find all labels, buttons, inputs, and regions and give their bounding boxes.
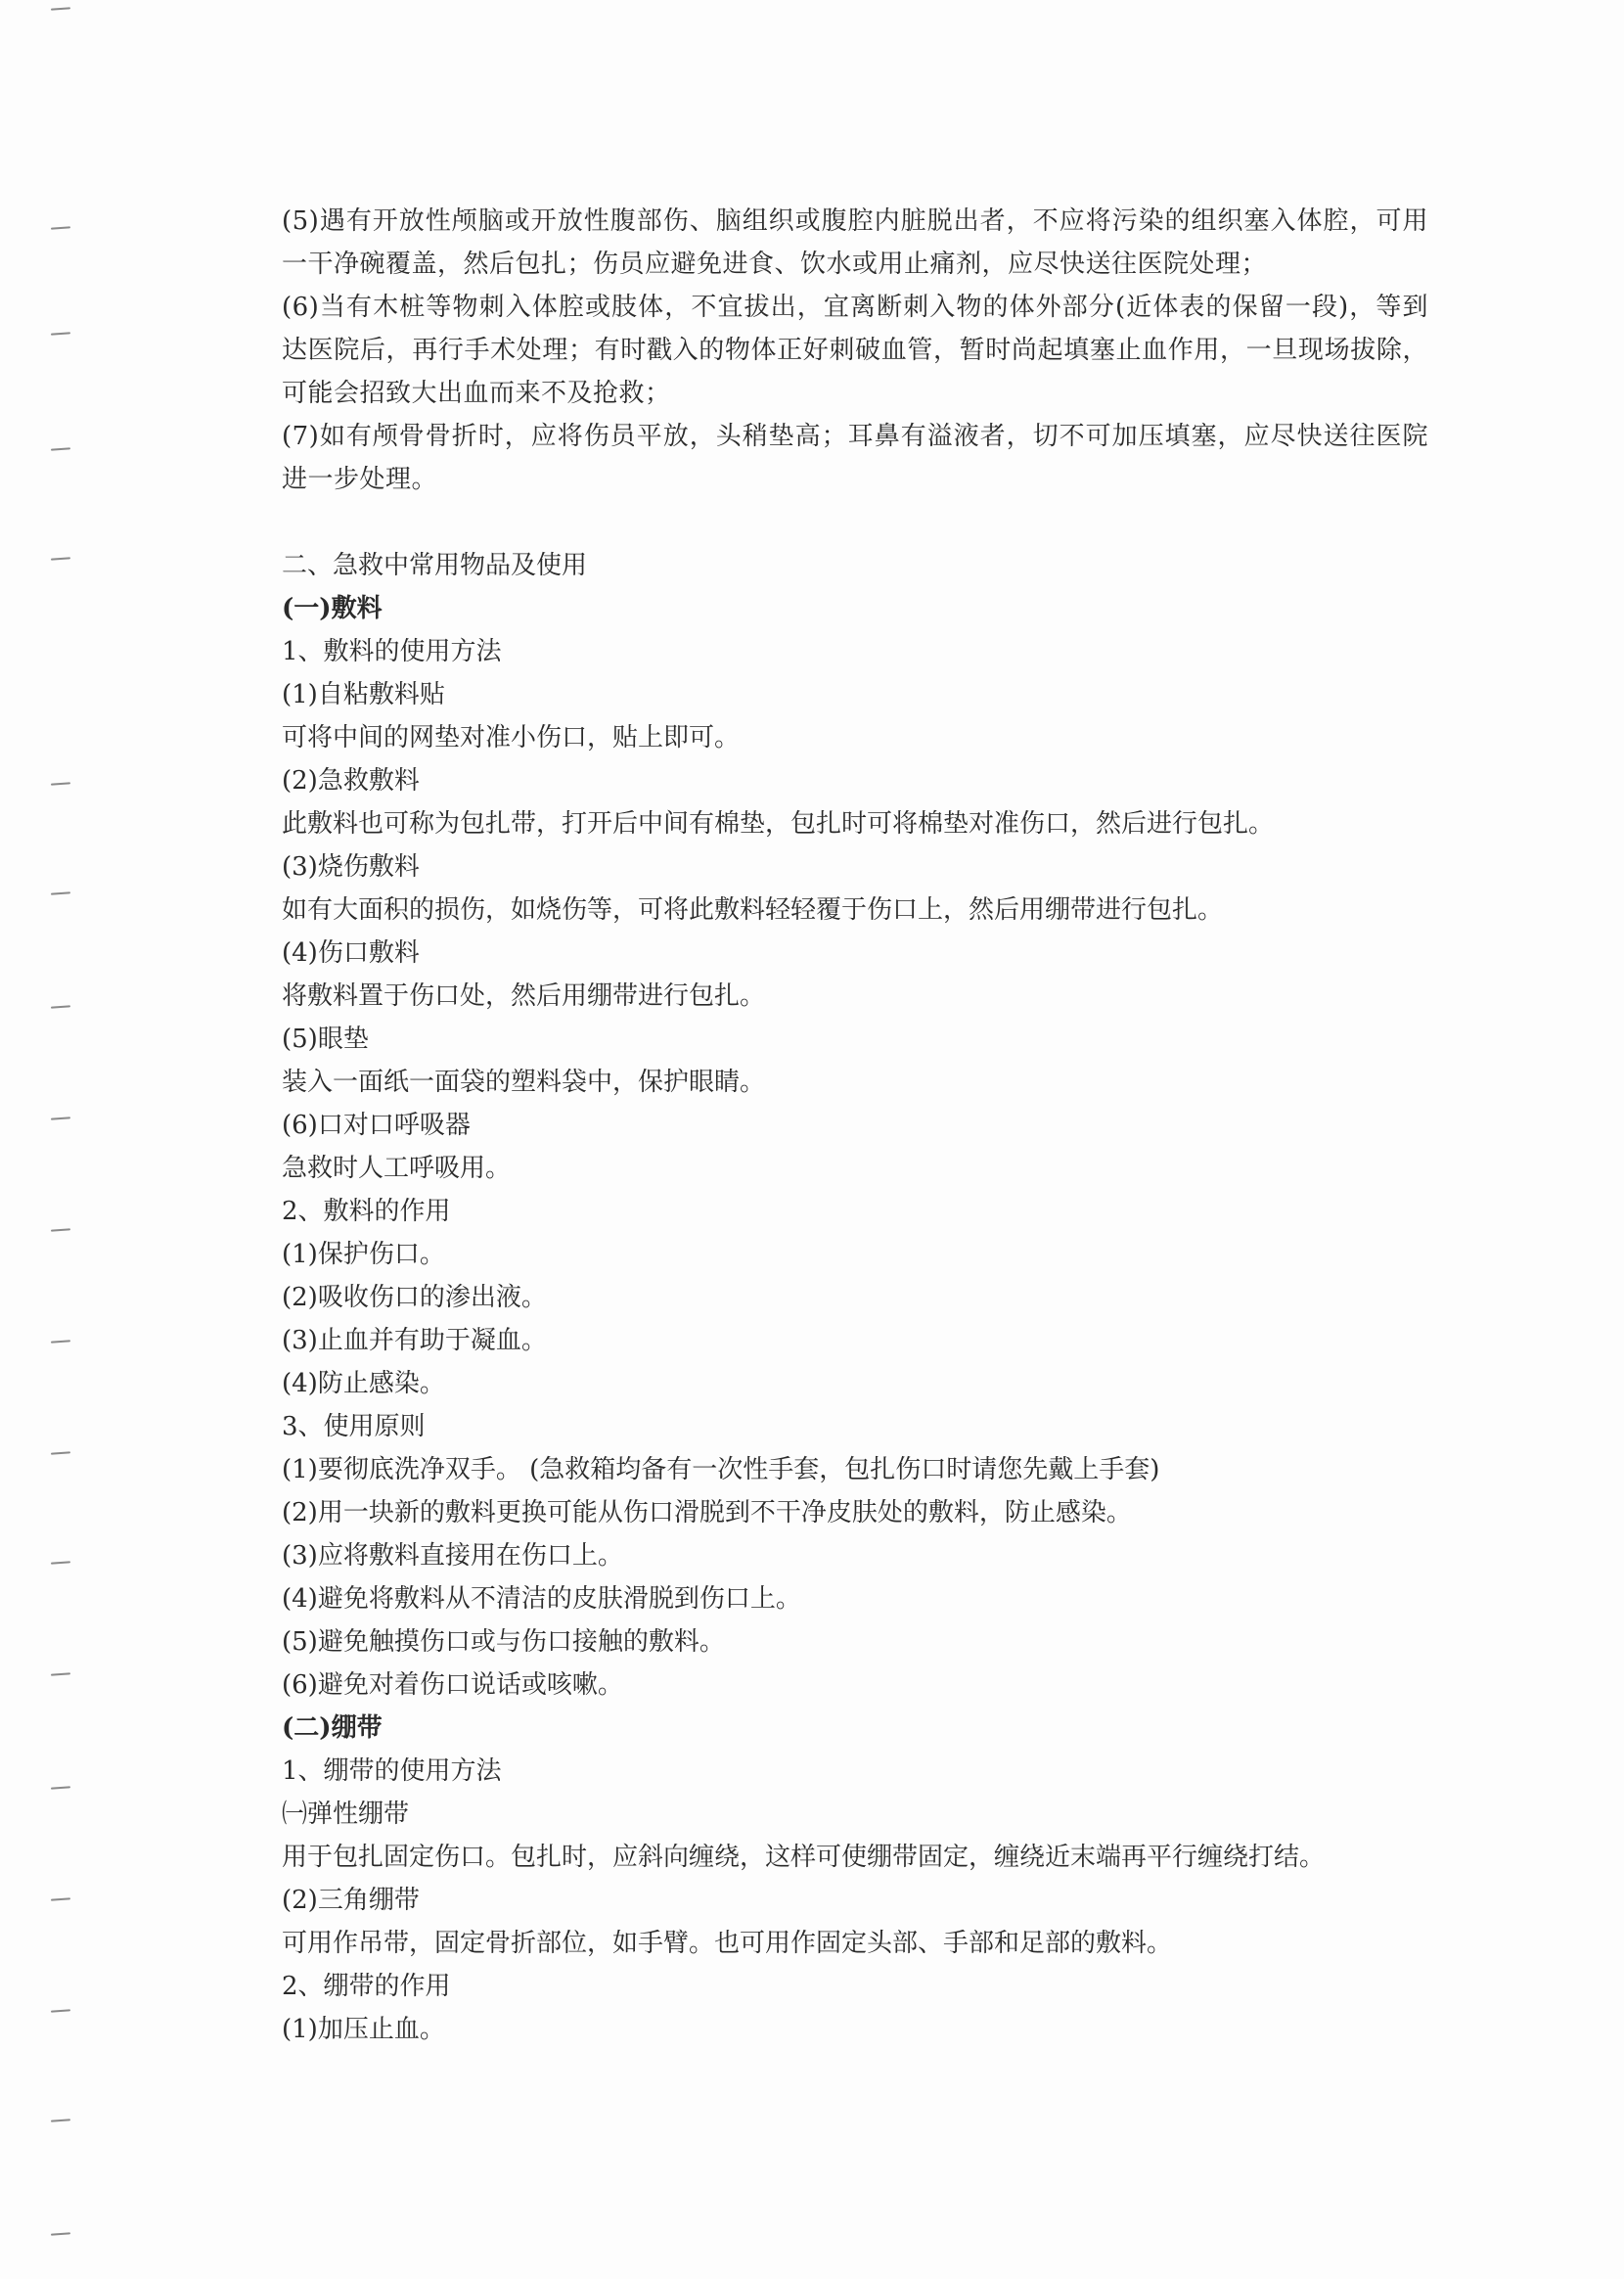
margin-mark: [51, 1672, 70, 1675]
text-line: 2、敷料的作用: [282, 1197, 451, 1226]
text-line: (2)吸收伤口的渗出液。: [282, 1283, 547, 1312]
text-line: 1、绷带的使用方法: [282, 1756, 502, 1786]
text-line: 可用作吊带，固定骨折部位，如手臂。也可用作固定头部、手部和足部的敷料。: [282, 1929, 1173, 1958]
text-line: 此敷料也可称为包扎带，打开后中间有棉垫，包扎时可将棉垫对准伤口，然后进行包扎。: [282, 809, 1275, 839]
margin-mark: [51, 1340, 70, 1343]
text-line: (5)避免触摸伤口或与伤口接触的敷料。: [282, 1627, 725, 1657]
margin-mark: [51, 1117, 70, 1119]
text-line: (2)三角绷带: [282, 1886, 420, 1915]
subsection-heading: (一)敷料: [282, 594, 383, 623]
text-line: (5)眼垫: [282, 1025, 369, 1054]
text-line: (3)应将敷料直接用在伤口上。: [282, 1541, 623, 1571]
margin-mark: [51, 891, 70, 894]
margin-mark: [51, 1786, 70, 1789]
margin-mark: [51, 2119, 70, 2121]
text-line: 急救时人工呼吸用。: [282, 1154, 512, 1183]
margin-mark: [51, 557, 70, 560]
margin-mark: [51, 782, 70, 785]
text-line: ㈠弹性绷带: [282, 1800, 410, 1829]
text-line: 1、敷料的使用方法: [282, 637, 502, 666]
text-line: (6)口对口呼吸器: [282, 1111, 471, 1140]
text-line: 将敷料置于伤口处，然后用绷带进行包扎。: [282, 981, 766, 1011]
text-line: (4)伤口敷料: [282, 938, 420, 968]
text-line: 3、使用原则: [282, 1412, 426, 1441]
subsection-heading: (二)绷带: [282, 1713, 383, 1743]
text-line: (2)急救敷料: [282, 766, 420, 796]
text-line: (4)防止感染。: [282, 1369, 445, 1398]
section-title: 二、急救中常用物品及使用: [282, 551, 588, 580]
margin-mark: [51, 1451, 70, 1454]
margin-mark: [51, 2232, 70, 2235]
margin-mark: [51, 332, 70, 335]
margin-mark: [51, 1561, 70, 1564]
text-line: (3)烧伤敷料: [282, 852, 420, 882]
text-line: 装入一面纸一面袋的塑料袋中，保护眼睛。: [282, 1068, 766, 1097]
text-line: (4)避免将敷料从不清洁的皮肤滑脱到伤口上。: [282, 1584, 801, 1614]
margin-mark: [51, 1005, 70, 1008]
margin-mark: [51, 226, 70, 229]
text-line: (1)自粘敷料贴: [282, 680, 445, 709]
margin-mark: [51, 447, 70, 450]
text-line: (6)避免对着伤口说话或咳嗽。: [282, 1670, 623, 1700]
text-line: (1)要彻底洗净双手。 (急救箱均备有一次性手套，包扎伤口时请您先戴上手套): [282, 1455, 1160, 1484]
margin-mark: [51, 2009, 70, 2012]
text-line: (3)止血并有助于凝血。: [282, 1326, 547, 1355]
margin-mark: [51, 1897, 70, 1900]
paragraph-item-5: (5)遇有开放性颅脑或开放性腹部伤、脑组织或腹腔内脏脱出者，不应将污染的组织塞入体腔，可用一干净碗覆盖，然后包扎；伤员应避免进食、饮水或用止痛剂，应尽快送往医院处理；: [282, 206, 1428, 279]
margin-mark: [51, 7, 70, 10]
text-line: 如有大面积的损伤，如烧伤等，可将此敷料轻轻覆于伤口上，然后用绷带进行包扎。: [282, 895, 1224, 925]
binder-hole-marks: [0, 0, 78, 2279]
margin-mark: [51, 1228, 70, 1231]
text-line: (1)保护伤口。: [282, 1240, 445, 1269]
section-spacer: [282, 501, 1428, 544]
paragraph-item-6: (6)当有木桩等物刺入体腔或肢体，不宜拔出，宜离断刺入物的体外部分(近体表的保留一段)，等到达医院后，再行手术处理；有时戳入的物体正好刺破血管，暂时尚起填塞止血作用，一旦现场拔除，可能会招致大出血而来不及抢救；: [282, 293, 1428, 408]
document-body: [282, 200, 1428, 2051]
text-line: 用于包扎固定伤口。包扎时，应斜向缠绕，这样可使绷带固定，缠绕近末端再平行缠绕打结。: [282, 1843, 1326, 1872]
text-line: 2、绷带的作用: [282, 1972, 451, 2001]
text-line: (1)加压止血。: [282, 2015, 445, 2044]
section-lines: [282, 587, 1428, 2051]
paragraph-item-7: (7)如有颅骨骨折时，应将伤员平放，头稍垫高；耳鼻有溢液者，切不可加压填塞，应尽快送往医院进一步处理。: [282, 422, 1428, 494]
text-line: (2)用一块新的敷料更换可能从伤口滑脱到不干净皮肤处的敷料，防止感染。: [282, 1498, 1132, 1527]
text-line: 可将中间的网垫对准小伤口，贴上即可。: [282, 723, 741, 752]
